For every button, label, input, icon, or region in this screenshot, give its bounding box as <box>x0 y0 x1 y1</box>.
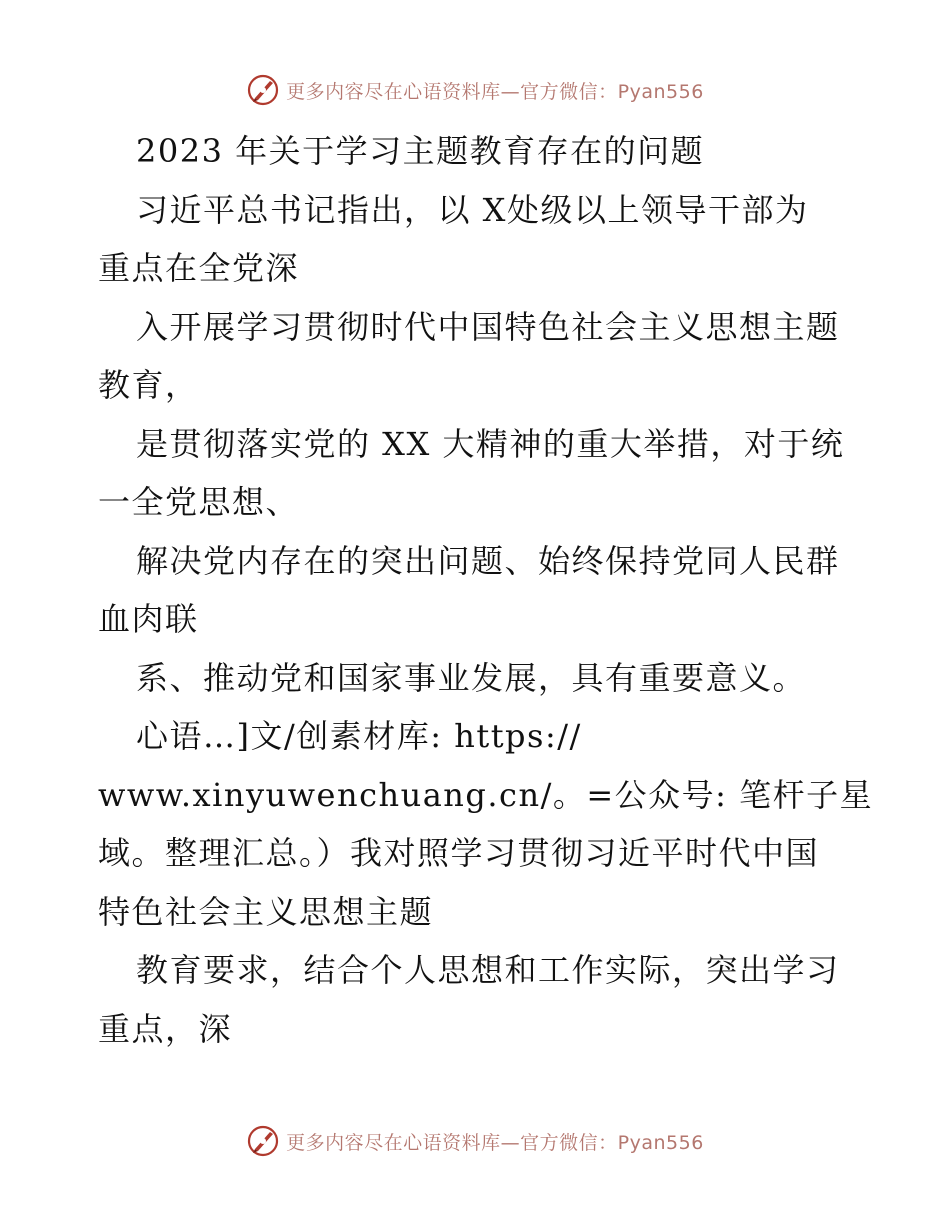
paragraph-line: 血肉联 <box>98 600 199 638</box>
paragraph-line: 系、推动党和国家事业发展，具有重要意义。 <box>136 658 807 697</box>
footer-banner <box>0 1123 950 1159</box>
paragraph-line: 心语…]文/创素材库: https:// <box>136 717 582 755</box>
header-banner-text: 更多内容尽在心语资料库—官方微信：Pyan556 <box>286 80 704 103</box>
paragraph-line: 教育， <box>98 366 199 404</box>
paragraph-line: 域。整理汇总。）我对照学习贯彻习近平时代中国 <box>98 834 820 872</box>
paragraph-line: 重点，深 <box>98 1009 233 1048</box>
paragraph-line: 习近平总书记指出，以 X处级以上领导干部为 <box>136 190 809 229</box>
paragraph-line: 一全党思想、 <box>98 483 300 521</box>
paragraph-line: www.xinyuwenchuang.cn/。=公众号: 笔杆子星 <box>98 775 874 814</box>
paragraph-line: 入开展学习贯彻时代中国特色社会主义思想主题 <box>136 307 840 346</box>
quill-pen-circle-icon <box>246 1124 280 1158</box>
quill-pen-circle-icon <box>246 73 280 107</box>
footer-banner-text: 更多内容尽在心语资料库—官方微信：Pyan556 <box>286 1131 704 1154</box>
paragraph-line: 是贯彻落实党的 XX 大精神的重大举措，对于统 <box>136 424 845 463</box>
document-body <box>98 122 874 1058</box>
document-title: 2023 年关于学习主题教育存在的问题 <box>136 132 705 170</box>
paragraph-line: 重点在全党深 <box>98 249 300 287</box>
paragraph-line: 教育要求，结合个人思想和工作实际，突出学习 <box>136 951 840 989</box>
paragraph-line: 解决党内存在的突出问题、始终保持党同人民群 <box>136 541 840 580</box>
paragraph-line: 特色社会主义思想主题 <box>98 892 434 931</box>
header-banner <box>0 72 950 108</box>
